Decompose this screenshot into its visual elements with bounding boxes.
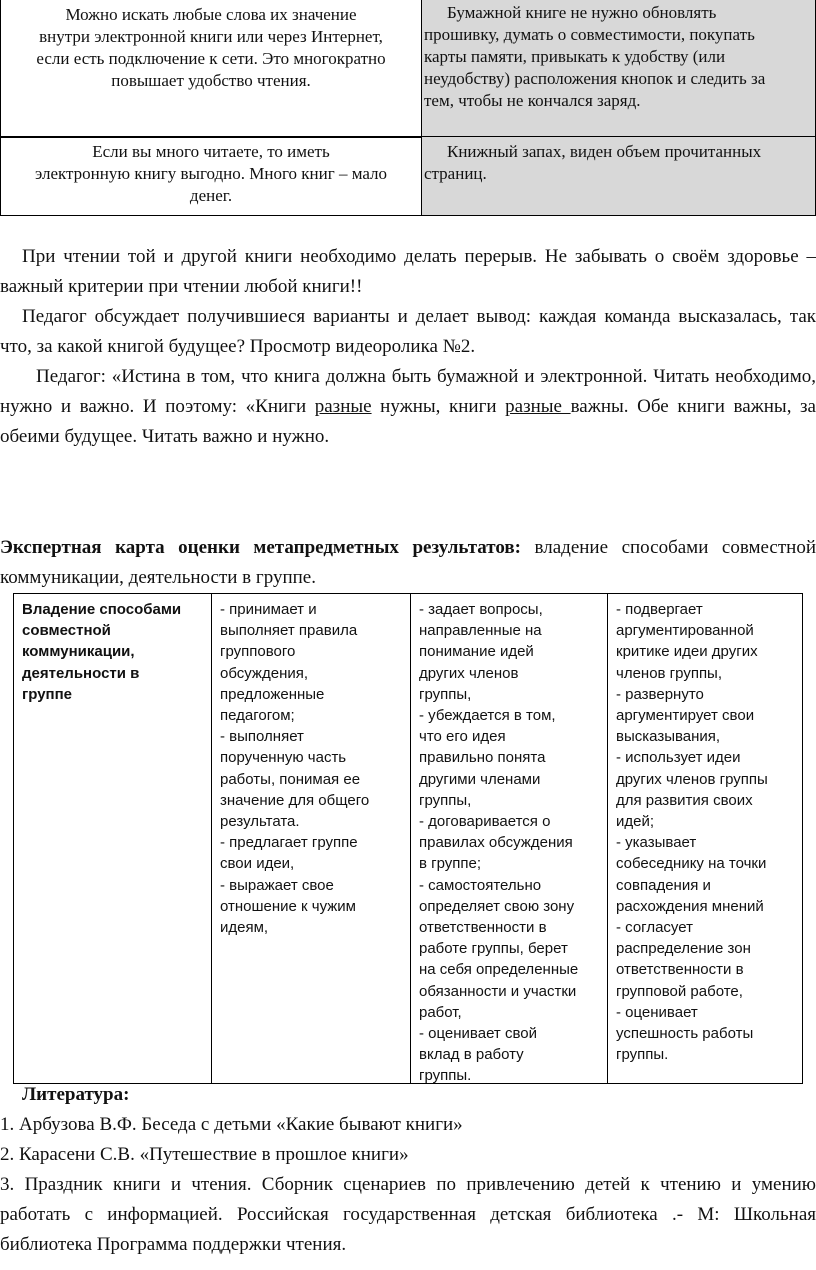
literature-item: [0, 1110, 816, 1140]
comparison-row: [0, 137, 816, 216]
cell-line: группы,: [419, 685, 472, 703]
cell-line: деятельности в: [22, 664, 140, 682]
cell-line: на себя определенные: [419, 961, 579, 979]
cell-line: - развернуто: [616, 685, 704, 703]
cell-line: распределение зон: [616, 940, 751, 958]
cell-line: идей;: [616, 813, 655, 831]
cell-line: - оценивает: [616, 1003, 698, 1021]
cell-line: - предлагает группе: [220, 834, 358, 852]
cell-line: электронную книгу выгодно. Много книг – мало: [34, 164, 388, 183]
cell-line: групповой работе,: [616, 982, 743, 1000]
level-2-column: [410, 594, 607, 1083]
cell-line: для развития своих: [616, 791, 753, 809]
paragraph-text: важны. Обе книги важны, за обеими будущее. Читать важно и нужно.: [0, 396, 816, 447]
literature-item-text: 2. Карасени С.В. «Путешествие в прошлое книги»: [0, 1144, 409, 1165]
cell-line: внутри электронной книги или через Интернет,: [39, 27, 383, 46]
cell-line: прошивку, думать о совместимости, покупать: [424, 25, 755, 44]
cell-line: группы,: [419, 791, 472, 809]
cell-line: Владение способами: [22, 601, 182, 618]
literature-item: [0, 1170, 816, 1260]
paragraph-text: Педагог: «Истина в том, что книга должна быть бумажной и электронной. Читать необходимо, нужно и важно. И поэтому: «Книги: [0, 366, 816, 417]
cell-line: работы, понимая ее: [220, 770, 361, 788]
cell-line: неудобству) расположения кнопок и следить за: [424, 69, 766, 88]
literature-item-text: 3. Праздник книги и чтения. Сборник сценариев по привлечению детей к чтению и умению работать с информацией. Российская государственная детская библиотека .- М: Школьная библиотека Программа поддержки чтения.: [0, 1174, 816, 1255]
cell-line: расхождения мнений: [616, 897, 764, 915]
expert-map-heading: [0, 533, 816, 593]
comparison-row: [0, 0, 816, 137]
cell-line: если есть подключение к сети. Это многократно: [36, 49, 386, 68]
cell-line: понимание идей: [419, 643, 534, 661]
cell-line: группы.: [616, 1046, 669, 1064]
cell-line: ответственности в: [419, 919, 547, 937]
cell-line: членов группы,: [616, 664, 723, 682]
cell-line: направленные на: [419, 622, 542, 640]
cell-line: - убеждается в том,: [419, 707, 556, 725]
cell-line: выполняет правила: [220, 622, 358, 640]
cell-line: страниц.: [424, 164, 487, 183]
cell-line: работ,: [419, 1003, 462, 1021]
criterion-column: [14, 594, 211, 1083]
cell-line: группе: [22, 685, 73, 703]
cell-line: собеседнику на точки: [616, 855, 767, 873]
comparison-table: [0, 0, 816, 216]
literature-title: Литература:: [22, 1084, 130, 1105]
paper-book-advantage-cell: [421, 137, 816, 216]
cell-line: совпадения и: [616, 876, 711, 894]
cell-line: тем, чтобы не кончался заряд.: [424, 91, 641, 110]
cell-line: обязанности и участки: [419, 982, 577, 1000]
literature-item: [0, 1140, 816, 1170]
cell-line: - договаривается о: [419, 813, 551, 831]
paper-book-advantage-cell: [421, 0, 816, 137]
cell-line: других членов: [419, 664, 519, 682]
expert-map-subtitle: владение способами совместной коммуникации, деятельности в группе.: [0, 537, 816, 588]
cell-line: вклад в работу: [419, 1046, 524, 1064]
cell-line: Бумажной книге не нужно обновлять: [447, 3, 717, 22]
paragraph-text: нужны, книги: [371, 396, 506, 417]
e-book-advantage-cell: [0, 137, 421, 216]
paragraph-rest-reminder: [0, 242, 816, 302]
cell-line: порученную часть: [220, 749, 347, 767]
table-bottom-border: [0, 215, 816, 216]
cell-line: предложенные: [220, 685, 325, 703]
cell-line: ответственности в: [616, 961, 744, 979]
expert-map-title: Экспертная карта оценки метапредметных результатов:: [0, 537, 521, 558]
cell-line: группового: [220, 643, 296, 661]
cell-line: другими членами: [419, 770, 541, 788]
cell-line: - задает вопросы,: [419, 601, 543, 618]
cell-line: денег.: [189, 186, 233, 205]
cell-line: обсуждения,: [220, 664, 309, 682]
cell-line: - согласует: [616, 919, 693, 937]
cell-line: идеям,: [220, 919, 269, 937]
cell-line: педагогом;: [220, 707, 295, 725]
e-book-advantage-cell: [0, 0, 421, 137]
cell-line: повышает удобство чтения.: [111, 71, 311, 90]
cell-line: критике идеи других: [616, 643, 758, 661]
cell-line: - самостоятельно: [419, 876, 542, 894]
underlined-word: разные: [505, 396, 571, 417]
expert-map-table: [13, 593, 803, 1084]
cell-line: аргументированной: [616, 622, 754, 640]
cell-line: - подвергает: [616, 601, 703, 618]
cell-line: - указывает: [616, 834, 697, 852]
level-3-column: [607, 594, 802, 1083]
cell-line: отношение к чужим: [220, 897, 356, 915]
cell-line: Если вы много читаете, то иметь: [92, 142, 330, 161]
cell-line: других членов группы: [616, 770, 768, 788]
cell-line: правилах обсуждения: [419, 834, 573, 852]
cell-line: коммуникации,: [22, 643, 135, 661]
literature-item-text: 1. Арбузова В.Ф. Беседа с детьми «Какие бывают книги»: [0, 1114, 463, 1135]
cell-line: группы.: [419, 1067, 472, 1085]
paragraph-text: При чтении той и другой книги необходимо делать перерыв. Не забывать о своём здоровье – важный критерии при чтении любой книги!!: [0, 246, 816, 297]
cell-line: результата.: [220, 813, 300, 831]
cell-line: - принимает и: [220, 601, 317, 618]
cell-line: Книжный запах, виден объем прочитанных: [447, 142, 762, 161]
cell-line: свои идеи,: [220, 855, 295, 873]
cell-line: что его идея: [419, 728, 506, 746]
cell-line: высказывания,: [616, 728, 721, 746]
cell-line: - оценивает свой: [419, 1025, 537, 1043]
cell-line: совместной: [22, 622, 111, 640]
paragraph-text: Педагог обсуждает получившиеся варианты и делает вывод: каждая команда высказалась, так что, за какой книгой будущее? Просмотр видеоролика №2.: [0, 306, 816, 357]
cell-line: в группе;: [419, 855, 482, 873]
underlined-word: разные: [314, 396, 372, 417]
cell-line: работе группы, берет: [419, 940, 568, 958]
cell-line: Можно искать любые слова их значение: [65, 5, 357, 24]
cell-line: определяет свою зону: [419, 897, 575, 915]
paragraph-teacher-discussion: [0, 302, 816, 362]
cell-line: - использует идеи: [616, 749, 741, 767]
cell-line: значение для общего: [220, 791, 370, 809]
cell-line: карты памяти, привыкать к удобству (или: [424, 47, 726, 66]
paragraph-teacher-conclusion: [0, 362, 816, 452]
cell-line: аргументирует свои: [616, 707, 755, 725]
cell-line: успешность работы: [616, 1025, 754, 1043]
cell-line: - выполняет: [220, 728, 304, 746]
level-1-column: [211, 594, 410, 1083]
cell-line: - выражает свое: [220, 876, 334, 894]
cell-line: правильно понята: [419, 749, 546, 767]
